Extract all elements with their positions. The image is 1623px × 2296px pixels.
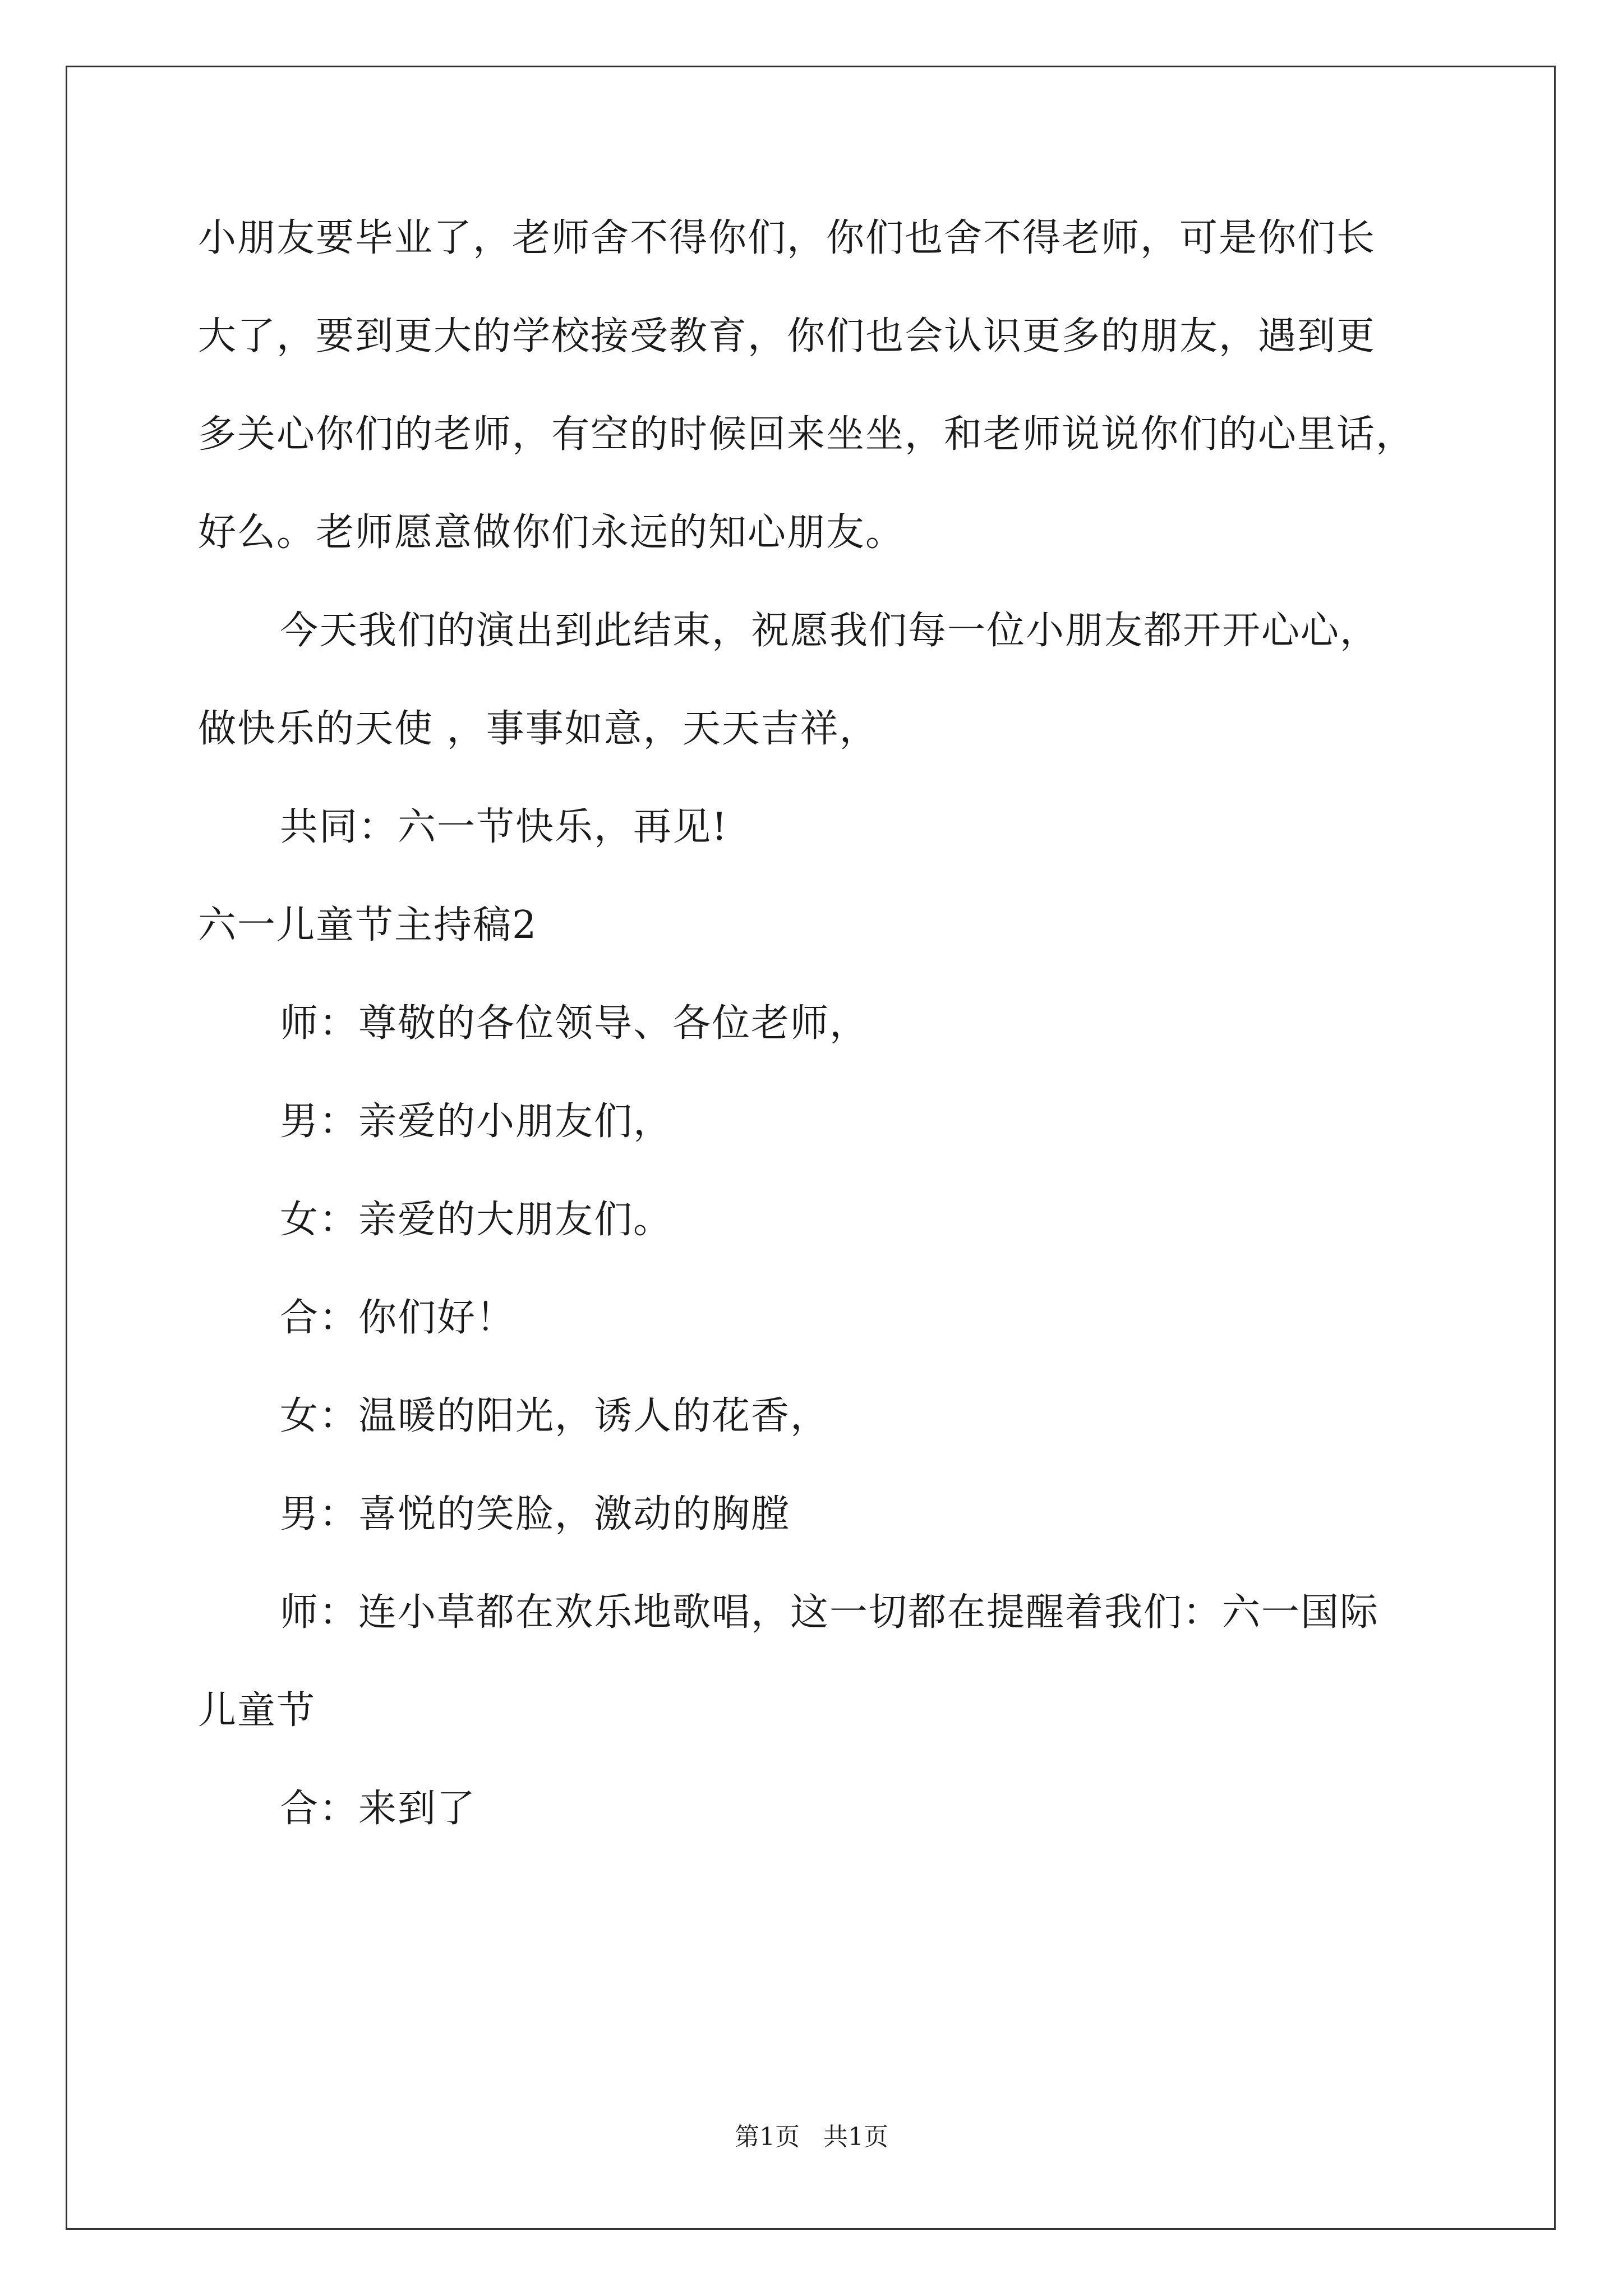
page-number-footer: 第1页 共1页	[735, 2123, 888, 2151]
paragraph-line: 大了，要到更大的学校接受教育，你们也会认识更多的朋友，遇到更	[198, 314, 1376, 358]
page-border	[66, 66, 1556, 2230]
dialogue-line: 女：亲爱的大朋友们。	[280, 1198, 673, 1242]
paragraph-line: 今天我们的演出到此结束，祝愿我们每一位小朋友都开开心心，	[280, 609, 1380, 653]
dialogue-line: 师：连小草都在欢乐地歌唱，这一切都在提醒着我们：六一国际	[280, 1590, 1380, 1635]
dialogue-line-continued: 儿童节	[198, 1688, 316, 1733]
paragraph-line: 好么。老师愿意做你们永远的知心朋友。	[198, 510, 905, 555]
dialogue-line: 男：喜悦的笑脸，激动的胸膛	[280, 1492, 791, 1536]
dialogue-line: 合：你们好！	[280, 1296, 516, 1340]
closing-line: 共同：六一节快乐，再见!	[280, 805, 728, 849]
section-heading: 六一儿童节主持稿2	[198, 903, 538, 947]
dialogue-line: 女：温暖的阳光，诱人的花香，	[280, 1394, 830, 1438]
dialogue-line: 男：亲爱的小朋友们，	[280, 1099, 673, 1144]
dialogue-line: 师：尊敬的各位领导、各位老师，	[280, 1001, 869, 1046]
paragraph-line: 做快乐的天使 ，事事如意，天天吉祥，	[198, 707, 879, 751]
paragraph-line: 多关心你们的老师，有空的时候回来坐坐，和老师说说你们的心里话，	[198, 412, 1415, 457]
paragraph-line: 小朋友要毕业了，老师舍不得你们，你们也舍不得老师，可是你们长	[198, 216, 1376, 260]
dialogue-line: 合：来到了	[280, 1787, 477, 1831]
